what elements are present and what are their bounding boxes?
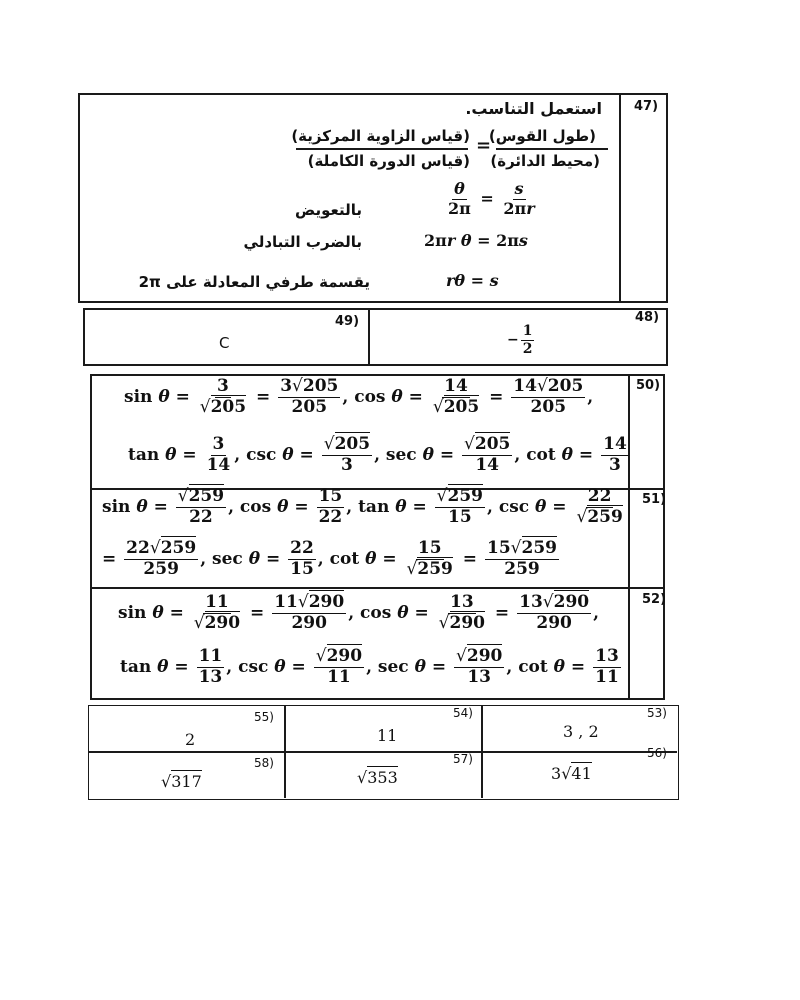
- q50-52-number-divider: [628, 376, 630, 698]
- q47-central-angle: (قياس الزاوية المركزية): [291, 127, 470, 145]
- q47-number: 47): [634, 99, 659, 114]
- q47-equals: =: [476, 135, 492, 156]
- q47-circumference: (محيط الدائرة): [490, 152, 600, 170]
- q51-line1: sin θ = $\frac{√259}{22}$ , cos θ = $\frac{15}{22}$ , tan θ = $\frac{√259}{15}$ , csc θ = $\frac{22}{√259}$: [102, 486, 623, 527]
- q48-number: 48): [635, 310, 660, 325]
- q48-49-box: [83, 308, 668, 366]
- q47-left-fraction-bar: [296, 148, 468, 150]
- q54-answer: 11: [377, 726, 398, 745]
- q49-number: 49): [335, 314, 360, 329]
- q53-number: 53): [647, 706, 667, 720]
- q48-49-divider: [368, 310, 370, 364]
- q47-number-divider: [619, 95, 621, 301]
- q47-eq1: $\frac{\theta}{2\pi}$ = $\frac{s}{2\pi r}$: [448, 179, 535, 218]
- q47-eq2: 2πr θ = 2πs: [424, 231, 528, 250]
- q47-right-fraction-bar: [496, 148, 608, 150]
- q47-step3-label: يقسمة طرفي المعادلة على 2π: [138, 273, 370, 291]
- q47-heading: استعمل التناسب.: [465, 99, 602, 118]
- q52-line1: sin θ = $\frac{11}{√290}$ = $\frac{11√290}{290}$ , cos θ = $\frac{13}{√290}$ = $\frac{13√290}{290}$ ,: [118, 592, 600, 633]
- q52-number: 52): [642, 592, 667, 607]
- q50-52-box: [90, 374, 665, 700]
- q51-number: 51): [642, 492, 667, 507]
- q56-answer: 3√41: [551, 764, 592, 783]
- q47-step1-label: بالتعويض: [295, 201, 362, 219]
- q54-number: 54): [453, 706, 473, 720]
- q51-52-separator: [92, 587, 663, 589]
- s-over-2pir: $\frac{s}{2\pi r}$: [503, 179, 535, 218]
- q53-answer: 3 , 2: [563, 722, 599, 741]
- q49-answer: C: [219, 334, 230, 352]
- q47-step2-label: بالضرب التبادلي: [243, 233, 362, 251]
- grid-row-divider: [89, 751, 677, 753]
- q47-arc-length: (طول القوس): [488, 127, 596, 145]
- q47-full-turn: (قياس الدورة الكاملة): [307, 152, 470, 170]
- q58-number: 58): [254, 756, 274, 770]
- q57-answer: √353: [357, 768, 398, 787]
- theta-over-2pi: $\frac{\theta}{2\pi}$: [448, 179, 471, 218]
- q50-number: 50): [636, 378, 661, 393]
- q53-58-grid: [88, 705, 679, 800]
- q48-answer: − $\frac{1}{2}$: [507, 323, 533, 357]
- q47-box: [78, 93, 668, 303]
- q58-answer: √317: [161, 772, 202, 791]
- q47-eq3: rθ = s: [446, 271, 499, 290]
- q55-answer: 2: [185, 730, 196, 749]
- q55-number: 55): [254, 710, 274, 724]
- q57-number: 57): [453, 752, 473, 766]
- q56-number: 56): [647, 746, 667, 760]
- q52-line2: tan θ = $\frac{11}{13}$ , csc θ = $\frac{√290}{11}$ , sec θ = $\frac{√290}{13}$ , cot θ = $\frac{13}{11}$: [120, 646, 619, 687]
- q51-line2: = $\frac{22√259}{259}$ , sec θ = $\frac{22}{15}$ , cot θ = $\frac{15}{√259}$ = $\frac{15√259}{259}$: [102, 538, 557, 579]
- q50-line2: tan θ = $\frac{3}{14}$ , csc θ = $\frac{√205}{3}$ , sec θ = $\frac{√205}{14}$ , cot θ = $\frac{14}{3}$: [128, 434, 627, 475]
- q50-line1: sin θ = $\frac{3}{√205}$ = $\frac{3√205}{205}$ , cos θ = $\frac{14}{√205}$ = $\frac{14√205}{205}$ ,: [124, 376, 594, 417]
